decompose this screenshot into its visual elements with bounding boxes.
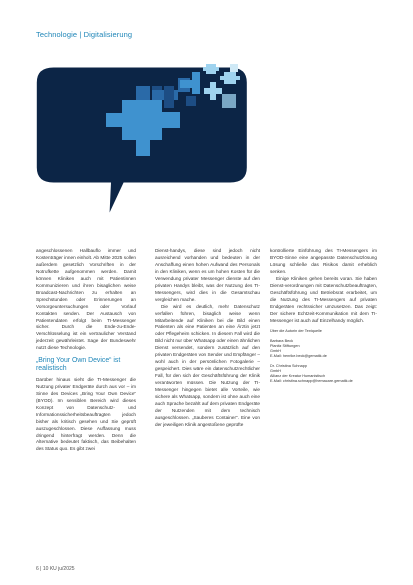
cross-tile — [162, 112, 180, 128]
cross-tile — [204, 88, 222, 94]
cross-tile — [136, 86, 150, 100]
article-column-1 — [36, 248, 136, 453]
article-column-3 — [270, 248, 377, 384]
article-subheading: „Bring Your Own Device“ ist realistisch — [36, 357, 121, 373]
cross-tile — [122, 100, 162, 140]
cross-tile — [222, 94, 236, 108]
cross-tile — [164, 86, 174, 108]
kicker-section: Technologie — [36, 30, 78, 39]
kicker-separator: | — [79, 30, 82, 39]
article-paragraph: Die wird es deutlich, mehr Datenschutz verfallen führen, bisaglich weise wenn Mitarbeitende auf Kliniken bei die Bild einen Patienten als eine Patienten an eine Ärztin jetzt oder Pflegeheim schicken. In diesem Fall wird die Bild nicht nur über Whatsapp oder einen ähnlichen Dienst versendet, sondern zusätzlich auf den privaten Endgeräten von Sender und Empfänger – wohl auch in der persönlichen Fotogalerie – gespeichert. Dies wäre ein datenschutzrechtlicher Fall, für den sich der Geschäftsführung der Klinik verantworten müssen. Die Nutzung der TI-Messenger hingegen bietet alle Vorteile, wie sichere als Whatsapp, sondern ist ohne auch eine auch Sprache bezahlt auf dem privaten Endgeräte der Nutzenden mit dem technisch ausgeschlossen. „Sauberes Container“. Eine von der jeweiligen Klinik angestoßene geprüfte — [155, 303, 261, 427]
author-info-heading: Über die Autorin der Textquelle — [270, 329, 322, 334]
cross-tile — [220, 76, 240, 80]
page-number: 6 | 10 — [36, 566, 49, 572]
cross-tile — [106, 113, 122, 127]
article-paragraph: angeschlossenen Hallbauflo immer und Kostenträger innen einholt. Ab Mitte 2025 sollen außerdem gesetzlich Vorschriften in der Notrufkette aufgenommen werden. Damit können Kliniken auch mit Patientinnen Kommunizieren und ihren bisaglichen weise Broadcast-Nachrichten zu erhalten an Sprechstunden oder Erinnerungen an Vorsorgeuntersuchungen oder Vorlauf Kontakten senden. Der Austausch von Patientendaten erfolgt beim TI-Messenger sicher. Durch die Ende-zu-Ende-Verschlüsselung ist ein vertraulicher Verstand jederzeit gewährleistet. Sage der Bundeswehr nutzt diese Technologie. — [36, 248, 136, 351]
article-paragraph: Dienst-handys, diese sind jedoch nicht ausreichend vorhanden und bedeuten in der Anschaffung einen hohen Aufwand des Personals in den Kliniken, wenn es um hohen Kosten für die Verwendung privater Messenger dienste auf den privaten Handys bleibt, was der Nutzung des TI-Messengers, wird dies in die Gesamtschau vergleichen mache. — [155, 248, 260, 302]
issue-label: KU ju/2025 — [49, 566, 75, 572]
author-contact: Dr. Christina Schnapp GmbH Allianz der Kreatur Humanistisch E-Mail: christina.schnapp@hemacare.gematik.de — [270, 363, 353, 384]
article-column-2 — [155, 248, 260, 429]
article-paragraph: kontrollierte Einführung des TI-Messengers im BYOD-Sinne eine angepasste Datenschutzlösung Lösung schließe das Risikos damit erheblich senken. — [270, 248, 377, 274]
author-contact: Barbara Beck Planitz Stiftungen GmbH E-Mail: henrike.beck@gematik.de — [270, 338, 327, 359]
article-paragraph: Einige Kliniken gehen bereits voran. Sie haben Dienst-verordnungen mit Datenschutzbeauftragten, Geschäftsführung und Betriebsrat erarbeitet, um die Nutzung des TI-Messengers auf privaten Endgeräten rechtssicher umzusetzen. Das zeigt: Der sichere Echtzeit-Kommunikation mit dem TI-Messenger ist auch auf Einzelhandy möglich. — [270, 275, 377, 323]
page-footer — [36, 566, 75, 572]
author-info — [270, 329, 377, 384]
cross-tile — [203, 67, 219, 71]
cross-tile — [186, 96, 196, 106]
kicker-topic: Digitalisierung — [83, 30, 133, 39]
cross-tile — [136, 140, 150, 156]
cross-tile — [192, 72, 200, 94]
cross-tile — [230, 64, 238, 72]
article-paragraph: Darüber hinaus sieht die TI-Messenger die Nutzung privater Endgeräte durch aus vor – im Sinne des Devices „Bring Your Own Device“ (BYOD). Im sensiblen Bereich wird dieses Konzept von Datenschutz- und Informationssicherheitsbeauftragten jedoch bisher als kritisch gesehen und Sie geprüft auszugeschlossen. Diese Auffassung muss dringend hinterfragt werden. Denn die Alternative bedeutet faktisch, das Beibehalten des Status quo. Es gibt zwei — [36, 376, 136, 452]
